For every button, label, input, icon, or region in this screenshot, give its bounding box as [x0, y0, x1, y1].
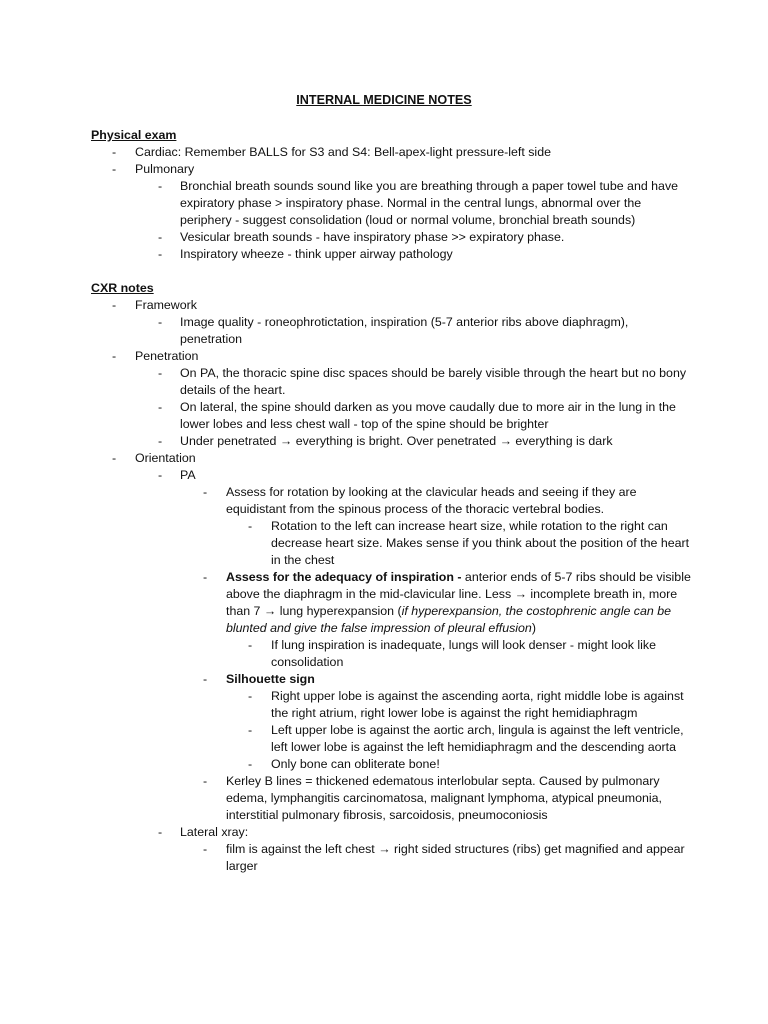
bullet-dash: -	[112, 298, 117, 312]
bullet-dash: -	[158, 230, 163, 244]
bullet-dash: -	[158, 400, 163, 414]
list-item-penetration	[91, 348, 691, 365]
list-item-pa	[91, 467, 691, 484]
bullet-dash: -	[158, 247, 163, 261]
pa-text: PA	[180, 468, 196, 482]
inspiration-text: anterior ends of 5-7 ribs should be visible above the diaphragm in the mid-clavicular line. Less → incomplete breath in, more than 7 → lung hyperexpansion (	[226, 570, 691, 618]
notes-content	[91, 127, 691, 875]
list-item-under-over-penetrated	[91, 433, 691, 450]
list-item-orientation	[91, 450, 691, 467]
bullet-dash: -	[203, 570, 208, 584]
list-item-kerley	[91, 773, 691, 824]
orientation-text: Orientation	[135, 451, 196, 465]
bullet-dash: -	[158, 468, 163, 482]
list-item-inspiration-sub	[91, 637, 691, 671]
bullet-dash: -	[158, 434, 163, 448]
inspiration-end-text: )	[531, 621, 536, 635]
silhouette-left-text: Left upper lobe is against the aortic arch, lingula is against the left ventricle, left lower lobe is against the left hemidiaphragm and the descending aorta	[271, 723, 684, 754]
list-item-silhouette-bone	[91, 756, 691, 773]
physical-exam-heading: Physical exam	[91, 128, 177, 142]
bullet-dash: -	[203, 842, 208, 856]
bronchial-text: Bronchial breath sounds sound like you are breathing through a paper towel tube and have expiratory phase > inspiratory phase. Normal in the central lungs, abnormal over the periphery - suggest consolidation (loud or normal volume, bronchial breath sounds)	[180, 179, 679, 227]
list-item-pulmonary	[91, 161, 691, 178]
bullet-dash: -	[158, 366, 163, 380]
list-item-inspiration	[91, 569, 691, 637]
penetration-lateral-text: On lateral, the spine should darken as you move caudally due to more air in the lung in the lower lobes and less chest wall - top of the spine should be brighter	[180, 400, 676, 431]
silhouette-text: Silhouette sign	[226, 672, 315, 686]
bullet-dash: -	[248, 723, 253, 737]
bullet-dash: -	[158, 179, 163, 193]
bullet-dash: -	[248, 638, 253, 652]
list-item-rotation-sub	[91, 518, 691, 569]
wheeze-text: Inspiratory wheeze - think upper airway pathology	[180, 247, 453, 261]
bullet-dash: -	[203, 485, 208, 499]
silhouette-right-text: Right upper lobe is against the ascending aorta, right middle lobe is against the right atrium, right lower lobe is against the right hemidiaphragm	[271, 689, 684, 720]
inspiration-sub-text: If lung inspiration is inadequate, lungs will look denser - might look like consolidation	[271, 638, 657, 669]
bullet-dash: -	[112, 145, 117, 159]
rotation-sub-text: Rotation to the left can increase heart size, while rotation to the right can decrease heart size. Makes sense if you think about the position of the heart in the chest	[271, 519, 690, 567]
list-item-rotation	[91, 484, 691, 518]
inspiration-bold-text: Assess for the adequacy of inspiration -	[226, 570, 462, 584]
bullet-dash: -	[248, 757, 253, 771]
image-quality-text: Image quality - roneophrotictation, inspiration (5-7 anterior ribs above diaphragm), penetration	[180, 315, 629, 346]
bullet-dash: -	[248, 519, 253, 533]
rotation-text: Assess for rotation by looking at the clavicular heads and seeing if they are equidistant from the spinous process of the thoracic vertebral bodies.	[226, 485, 637, 516]
under-over-text: Under penetrated → everything is bright. Over penetrated → everything is dark	[180, 434, 613, 448]
list-item-cardiac	[91, 144, 691, 161]
list-item-lateral-film	[91, 841, 691, 875]
cxr-notes-heading: CXR notes	[91, 281, 154, 295]
lateral-text: Lateral xray:	[180, 825, 249, 839]
list-item-bronchial	[91, 178, 691, 229]
bullet-dash: -	[203, 774, 208, 788]
list-item-silhouette	[91, 671, 691, 688]
penetration-text: Penetration	[135, 349, 199, 363]
bullet-dash: -	[112, 451, 117, 465]
bullet-dash: -	[203, 672, 208, 686]
list-item-vesicular	[91, 229, 691, 246]
bullet-dash: -	[158, 315, 163, 329]
vesicular-text: Vesicular breath sounds - have inspiratory phase >> expiratory phase.	[180, 230, 565, 244]
list-item-penetration-pa	[91, 365, 691, 399]
cardiac-text: Cardiac: Remember BALLS for S3 and S4: Bell-apex-light pressure-left side	[135, 145, 551, 159]
inspiration-italic-text: if hyperexpansion, the costophrenic angle can be blunted and give the false impression of pleural effusion	[226, 604, 671, 635]
bullet-dash: -	[248, 689, 253, 703]
list-item-silhouette-left	[91, 722, 691, 756]
lateral-film-text: film is against the left chest → right sided structures (ribs) get magnified and appear larger	[226, 842, 685, 873]
list-item-wheeze	[91, 246, 691, 263]
list-item-framework	[91, 297, 691, 314]
bullet-dash: -	[112, 162, 117, 176]
page-title: INTERNAL MEDICINE NOTES	[296, 93, 472, 107]
bullet-dash: -	[158, 825, 163, 839]
framework-text: Framework	[135, 298, 197, 312]
list-item-silhouette-right	[91, 688, 691, 722]
silhouette-bone-text: Only bone can obliterate bone!	[271, 757, 440, 771]
list-item-penetration-lateral	[91, 399, 691, 433]
pulmonary-text: Pulmonary	[135, 162, 195, 176]
bullet-dash: -	[112, 349, 117, 363]
list-item-lateral	[91, 824, 691, 841]
kerley-text: Kerley B lines = thickened edematous interlobular septa. Caused by pulmonary edema, lymphangitis carcinomatosa, malignant lymphoma, atypical pneumonia, interstitial pulmonary fibrosis, sarcoidosis, pneumoconiosis	[226, 774, 662, 822]
list-item-image-quality	[91, 314, 691, 348]
penetration-pa-text: On PA, the thoracic spine disc spaces should be barely visible through the heart but no bony details of the heart.	[180, 366, 687, 397]
